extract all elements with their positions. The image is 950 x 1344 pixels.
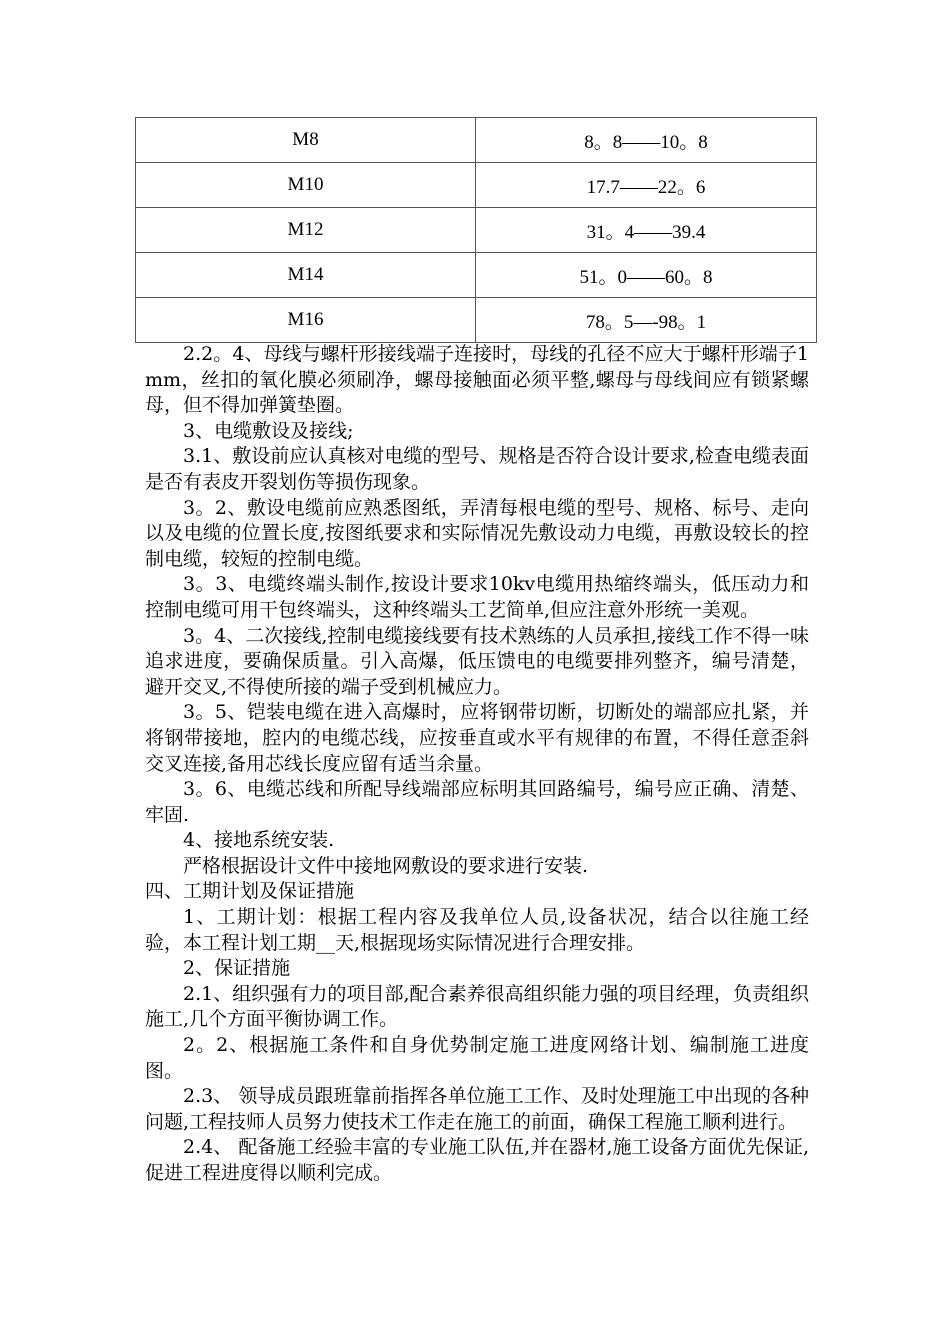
- bolt-torque-table: [135, 117, 817, 343]
- paragraph: 3。4、二次接线,控制电缆接线要有技术熟练的人员承担,接线工作不得一味追求进度，要确保质量。引入高爆，低压馈电的电缆要排列整齐，编号清楚，避开交叉,不得使所接的端子受到机械应力。: [145, 624, 809, 698]
- document-body: [145, 342, 809, 1187]
- paragraph: 2.2。4、母线与螺杆形接线端子连接时，母线的孔径不应大于螺杆形端子1mm，丝扣的氧化膜必须刷净，螺母接触面必须平整,螺母与母线间应有锁紧螺母，但不得加弹簧垫圈。: [145, 343, 809, 417]
- paragraph: 严格根据设计文件中接地网敷设的要求进行安装.: [183, 854, 589, 877]
- table-row: [136, 208, 817, 253]
- section-heading: 2、保证措施: [183, 957, 291, 980]
- paragraph: 3。3、电缆终端头制作,按设计要求10kv电缆用热缩终端头，低压动力和控制电缆可用干包终端头，这种终端头工艺简单,但应注意外形统一美观。: [145, 573, 809, 621]
- paragraph: 2.1、组织强有力的项目部,配合素养很高组织能力强的项目经理，负责组织施工,几个方面平衡协调工作。: [145, 982, 809, 1031]
- paragraph: 3。6、电缆芯线和所配导线端部应标明其回路编号，编号应正确、清楚、牢固.: [145, 778, 809, 826]
- section-heading: 4、接地系统安装.: [183, 829, 335, 852]
- torque-range-cell: 31。4——39.4: [476, 208, 817, 253]
- paragraph: 3。2、敷设电缆前应熟悉图纸，弄清每根电缆的型号、规格、标号、走向以及电缆的位置长度,按图纸要求和实际情况先敷设动力电缆，再敷设较长的控制电缆，较短的控制电缆。: [145, 496, 809, 570]
- bolt-size-cell: M14: [136, 253, 476, 298]
- table-row: [136, 118, 817, 163]
- torque-range-cell: 17.7——22。6: [476, 163, 817, 208]
- chapter-heading: 四、工期计划及保证措施: [145, 880, 355, 903]
- torque-range-cell: 8。8——10。8: [476, 118, 817, 163]
- section-heading: 3、电缆敷设及接线;: [183, 419, 354, 442]
- bolt-size-cell: M8: [136, 118, 476, 163]
- torque-range-cell: 78。5—-98。1: [476, 298, 817, 343]
- bolt-size-cell: M16: [136, 298, 476, 343]
- table-row: [136, 253, 817, 298]
- bolt-size-cell: M12: [136, 208, 476, 253]
- bolt-size-cell: M10: [136, 163, 476, 208]
- paragraph: 2.3、 领导成员跟班靠前指挥各单位施工工作、及时处理施工中出现的各种问题,工程技师人员努力使技术工作走在施工的前面，确保工程施工顺利进行。: [145, 1085, 809, 1133]
- paragraph: 2.4、 配备施工经验丰富的专业施工队伍,并在器材,施工设备方面优先保证,促进工程进度得以顺利完成。: [145, 1136, 809, 1184]
- torque-range-cell: 51。0——60。8: [476, 253, 817, 298]
- table-row: [136, 163, 817, 208]
- paragraph: 1、工期计划：根据工程内容及我单位人员,设备状况，结合以往施工经验，本工程计划工期__天,根据现场实际情况进行合理安排。: [145, 906, 809, 954]
- table-row: [136, 298, 817, 343]
- paragraph: 3。5、铠装电缆在进入高爆时，应将钢带切断，切断处的端部应扎紧，并将钢带接地，腔内的电缆芯线，应按垂直或水平有规律的布置，不得任意歪斜交叉连接,备用芯线长度应留有适当余量。: [145, 701, 809, 775]
- paragraph: 2。2、根据施工条件和自身优势制定施工进度网络计划、编制施工进度图。: [145, 1034, 809, 1082]
- paragraph: 3.1、敷设前应认真核对电缆的型号、规格是否符合设计要求,检查电缆表面是否有表皮开裂划伤等损伤现象。: [145, 445, 809, 493]
